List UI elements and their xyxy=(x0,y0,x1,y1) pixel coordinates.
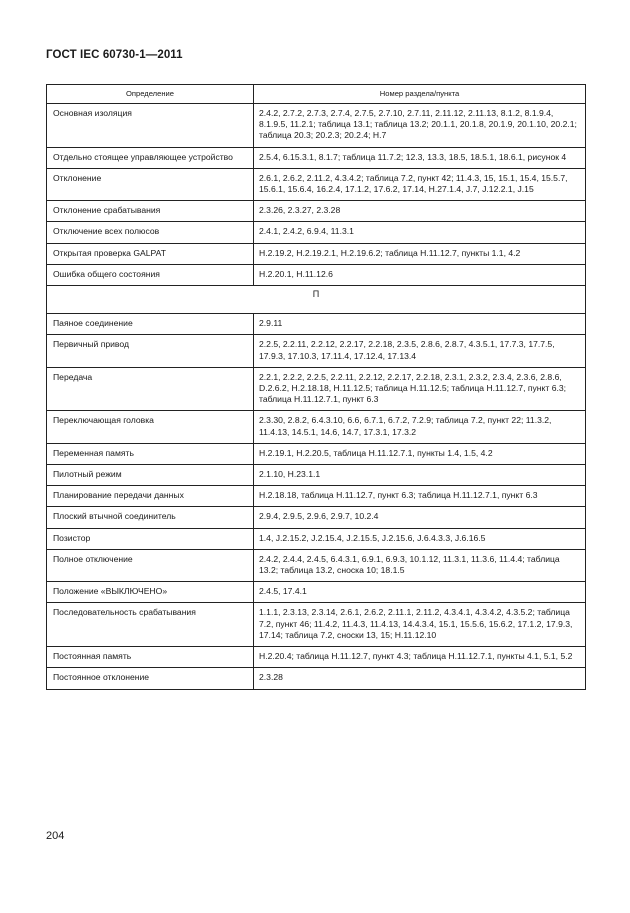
term-cell: Отключение всех полюсов xyxy=(47,222,254,243)
term-cell: Полное отключение xyxy=(47,549,254,581)
references-cell: 2.4.2, 2.4.4, 2.4.5, 6.4.3.1, 6.9.1, 6.9.3, 10.1.12, 11.3.1, 11.3.6, 11.4.4; таблица 13.2; таблица 13.2, сноска 10; 18.1.5 xyxy=(254,549,586,581)
term-cell: Постоянное отклонение xyxy=(47,668,254,689)
table-row xyxy=(47,367,586,411)
section-letter: П xyxy=(47,286,586,314)
term-cell: Положение «ВЫКЛЮЧЕНО» xyxy=(47,582,254,603)
term-cell: Переменная память xyxy=(47,443,254,464)
term-cell: Передача xyxy=(47,367,254,411)
term-cell: Паяное соединение xyxy=(47,314,254,335)
table-row xyxy=(47,549,586,581)
column-header-definition: Определение xyxy=(47,85,254,104)
term-cell: Открытая проверка GALPAT xyxy=(47,243,254,264)
term-cell: Постоянная память xyxy=(47,647,254,668)
table-row xyxy=(47,528,586,549)
references-cell: 2.5.4, 6.15.3.1, 8.1.7; таблица 11.7.2; 12.3, 13.3, 18.5, 18.5.1, 18.6.1, рисунок 4 xyxy=(254,147,586,168)
column-header-section-number: Номер раздела/пункта xyxy=(254,85,586,104)
page-number: 204 xyxy=(46,830,65,842)
references-cell: Н.2.18.18, таблица Н.11.12.7, пункт 6.3; таблица Н.11.12.7.1, пункт 6.3 xyxy=(254,486,586,507)
references-cell: 2.4.2, 2.7.2, 2.7.3, 2.7.4, 2.7.5, 2.7.10, 2.7.11, 2.11.12, 2.11.13, 8.1.2, 8.1.9.4, 8.1.9.5, 11.2.1; таблица 13.1; таблица 13.2; 20.1.1, 20.1.8, 20.1.9, 20.1.10, 20.2.1; таблица 20.3; 20.2.3; 20.2.4; Н.7 xyxy=(254,104,586,148)
references-cell: 2.2.5, 2.2.11, 2.2.12, 2.2.17, 2.2.18, 2.3.5, 2.8.6, 2.8.7, 4.3.5.1, 17.7.3, 17.7.5, 17.9.3, 17.10.3, 17.11.4, 17.12.4, 17.13.4 xyxy=(254,335,586,367)
table-row xyxy=(47,647,586,668)
references-cell: Н.2.19.2, Н.2.19.2.1, Н.2.19.6.2; таблица Н.11.12.7, пункты 1.1, 4.2 xyxy=(254,243,586,264)
references-cell: 2.4.1, 2.4.2, 6.9.4, 11.3.1 xyxy=(254,222,586,243)
table-row xyxy=(47,443,586,464)
references-cell: 2.3.30, 2.8.2, 6.4.3.10, 6.6, 6.7.1, 6.7.2, 7.2.9; таблица 7.2, пункт 22; 11.3.2, 11.4.13, 14.5.1, 14.6, 14.7, 17.3.1, 17.3.2 xyxy=(254,411,586,443)
references-cell: Н.2.19.1, Н.2.20.5, таблица Н.11.12.7.1, пункты 1.4, 1.5, 4.2 xyxy=(254,443,586,464)
references-cell: 1.4, J.2.15.2, J.2.15.4, J.2.15.5, J.2.15.6, J.6.4.3.3, J.6.16.5 xyxy=(254,528,586,549)
term-cell: Последовательность срабатывания xyxy=(47,603,254,647)
table-row xyxy=(47,222,586,243)
references-cell: 2.4.5, 17.4.1 xyxy=(254,582,586,603)
term-cell: Основная изоляция xyxy=(47,104,254,148)
table-row xyxy=(47,243,586,264)
table-row xyxy=(47,411,586,443)
table-row xyxy=(47,335,586,367)
table-row xyxy=(47,147,586,168)
references-cell: 2.3.26, 2.3.27, 2.3.28 xyxy=(254,201,586,222)
table-row xyxy=(47,582,586,603)
term-cell: Позистор xyxy=(47,528,254,549)
term-cell: Пилотный режим xyxy=(47,465,254,486)
term-cell: Отдельно стоящее управляющее устройство xyxy=(47,147,254,168)
table-row xyxy=(47,104,586,148)
references-cell: Н.2.20.4; таблица Н.11.12.7, пункт 4.3; таблица Н.11.12.7.1, пункты 4.1, 5.1, 5.2 xyxy=(254,647,586,668)
table-body xyxy=(47,104,586,690)
section-letter-row xyxy=(47,286,586,314)
table-row xyxy=(47,201,586,222)
table-row xyxy=(47,314,586,335)
references-cell: 2.1.10, Н.23.1.1 xyxy=(254,465,586,486)
term-cell: Планирование передачи данных xyxy=(47,486,254,507)
references-cell: 2.6.1, 2.6.2, 2.11.2, 4.3.4.2; таблица 7.2, пункт 42; 11.4.3, 15, 15.1, 15.4, 15.5.7, 15.6.1, 15.6.4, 16.2.4, 17.1.2, 17.6.2, 17.14, Н.27.1.4, J.7, J.12.2.1, J.15 xyxy=(254,168,586,200)
table-row xyxy=(47,668,586,689)
table-row xyxy=(47,465,586,486)
references-cell: 2.9.4, 2.9.5, 2.9.6, 2.9.7, 10.2.4 xyxy=(254,507,586,528)
table-row xyxy=(47,486,586,507)
references-cell: 1.1.1, 2.3.13, 2.3.14, 2.6.1, 2.6.2, 2.11.1, 2.11.2, 4.3.4.1, 4.3.4.2, 4.3.5.2; таблица 7.2, пункт 46; 11.4.2, 11.4.3, 11.4.13, 14.4.3.4, 15.1, 15.5.6, 15.6.2, 17.1.2, 17.9.3, 17.14; таблица 7.2, сноски 13, 15; Н.11.12.10 xyxy=(254,603,586,647)
document-header: ГОСТ IEC 60730-1—2011 xyxy=(46,49,183,61)
table-row xyxy=(47,603,586,647)
term-cell: Отклонение xyxy=(47,168,254,200)
references-cell: 2.3.28 xyxy=(254,668,586,689)
table-header-row xyxy=(47,85,586,104)
table-row xyxy=(47,507,586,528)
references-cell: 2.2.1, 2.2.2, 2.2.5, 2.2.11, 2.2.12, 2.2.17, 2.2.18, 2.3.1, 2.3.2, 2.3.4, 2.3.6, 2.8.6, D.2.6.2, Н.2.18.18, Н.11.12.5; таблица Н.11.12.5; таблица Н.11.12.7, пункт 6.3; таблица Н.11.12.7.1, пункт 6.3 xyxy=(254,367,586,411)
definitions-table xyxy=(46,84,586,690)
term-cell: Отклонение срабатывания xyxy=(47,201,254,222)
term-cell: Первичный привод xyxy=(47,335,254,367)
term-cell: Ошибка общего состояния xyxy=(47,264,254,285)
references-cell: Н.2.20.1, Н.11.12.6 xyxy=(254,264,586,285)
table-row xyxy=(47,168,586,200)
term-cell: Переключающая головка xyxy=(47,411,254,443)
table-row xyxy=(47,264,586,285)
term-cell: Плоский втычной соединитель xyxy=(47,507,254,528)
references-cell: 2.9.11 xyxy=(254,314,586,335)
